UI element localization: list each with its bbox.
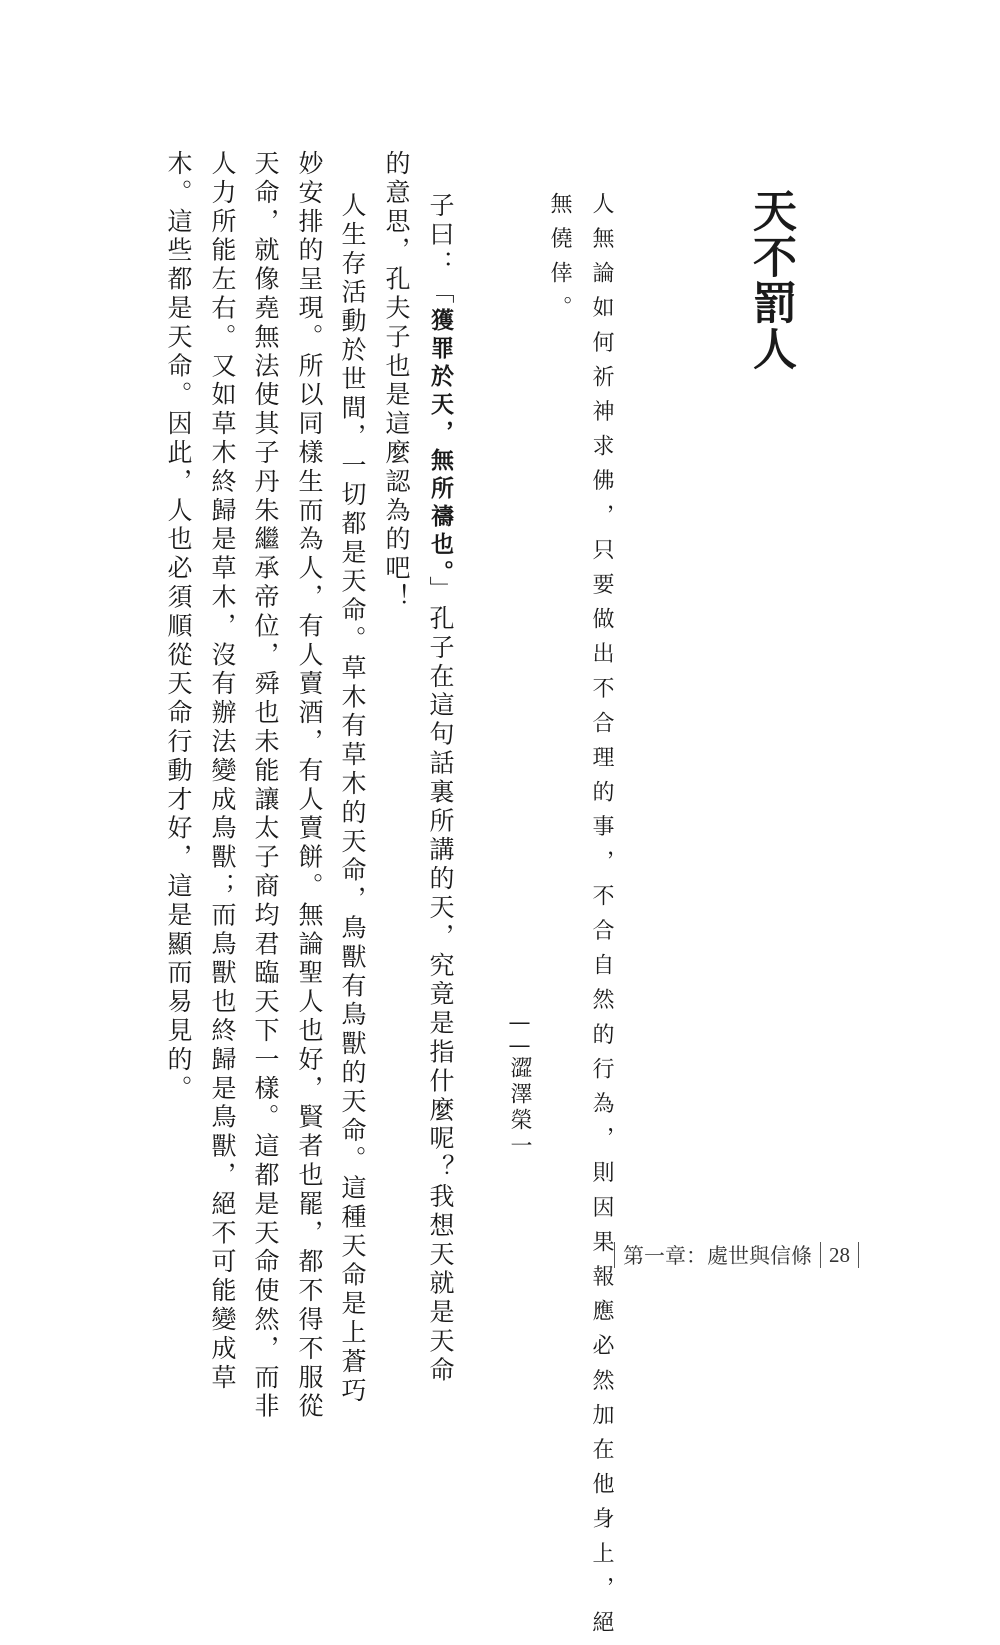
- footer-divider-middle: [820, 1242, 821, 1268]
- page-footer: [606, 1240, 867, 1270]
- attribution-author: 澀澤榮一: [507, 1056, 532, 1160]
- epigraph-line-2: 無僥倖。: [547, 192, 572, 331]
- body-column-2: 的意思，孔夫子也是這麼認為的吧！: [382, 150, 411, 613]
- chapter-title: 天不罰人: [745, 188, 796, 372]
- body-column-5: 天命，就像堯無法使其子丹朱繼承帝位，舜也未能讓太子商均君臨天下一樣。這都是天命使然，而非: [251, 150, 280, 1422]
- body-column-1: [428, 192, 453, 1385]
- body-column-7: 木。這些都是天命。因此，人也必須順從天命行動才好，這是顯而易見的。: [164, 150, 193, 1104]
- quote-lead: 子曰：「: [426, 192, 455, 308]
- attribution-dash: ——: [507, 1010, 532, 1056]
- body-column-3: 人生存活動於世間，一切都是天命。草木有草木的天命，鳥獸有鳥獸的天命。這種天命是上蒼巧: [338, 192, 367, 1406]
- body-column-4: 妙安排的呈現。所以同樣生而為人，有人賣酒，有人賣餅。無論聖人也好，賢者也罷，都不得不服從: [295, 150, 324, 1422]
- body-column-6: 人力所能左右。又如草木終歸是草木，沒有辦法變成鳥獸；而鳥獸也終歸是鳥獸，絕不可能變成草: [208, 150, 237, 1393]
- quote-tail: 」孔子在這句話裏所講的天，究竟是指什麼呢？我想天就是天命: [426, 576, 455, 1386]
- confucius-quote: 獲罪於天，無所禱也。: [427, 307, 453, 577]
- epigraph-line-1: 人無論如何祈神求佛，只要做出不合理的事，不合自然的行為，則因果報應必然加在他身上，絕: [589, 192, 614, 1645]
- epigraph-attribution: [508, 1010, 530, 1160]
- footer-divider-left: [614, 1242, 615, 1268]
- footer-divider-right: [858, 1242, 859, 1268]
- page-number: 28: [829, 1242, 850, 1267]
- footer-chapter-label: 第一章：處世與信條: [623, 1245, 812, 1268]
